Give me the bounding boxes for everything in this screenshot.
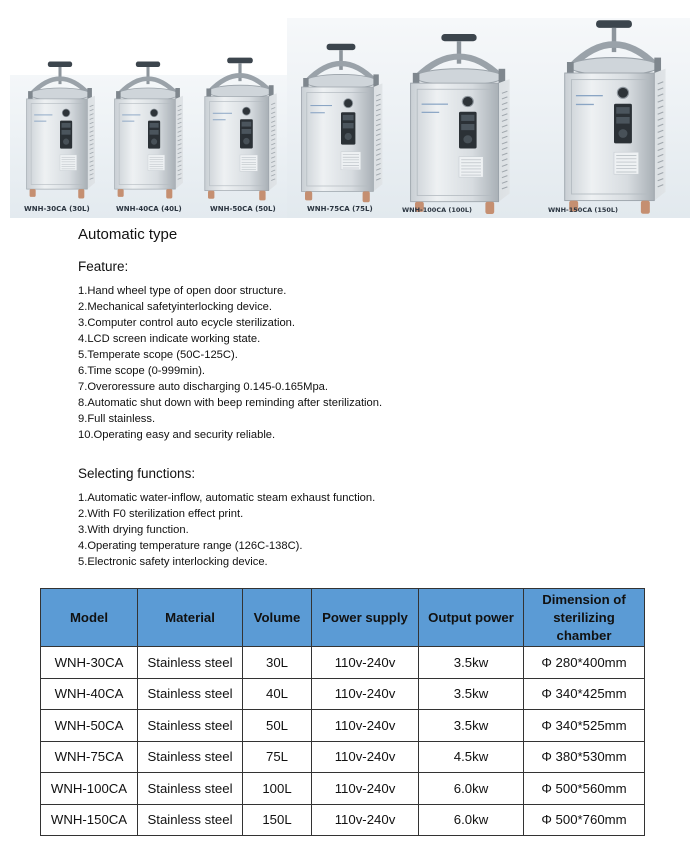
- list-item: 6.Time scope (0-999min).: [78, 365, 206, 377]
- cell-material: Stainless steel: [138, 773, 243, 805]
- list-item: 8.Automatic shut down with beep reminding after sterilization.: [78, 397, 383, 409]
- unit-label: WNH-40CA (40L): [116, 205, 182, 213]
- autoclave-image: [558, 18, 670, 216]
- cell-power-supply: 110v-240v: [312, 710, 419, 742]
- cell-output-power: 4.5kw: [419, 741, 524, 773]
- selecting-functions-list: [78, 490, 375, 570]
- table-row: [41, 678, 645, 710]
- unit-label: WNH-50CA (50L): [210, 205, 276, 213]
- unit-label: WNH-75CA (75L): [307, 205, 373, 213]
- cell-output-power: 6.0kw: [419, 773, 524, 805]
- cell-power-supply: 110v-240v: [312, 741, 419, 773]
- list-item: 10.Operating easy and security reliable.: [78, 429, 276, 441]
- table-row: [41, 773, 645, 805]
- cell-dimension: Φ 340*525mm: [524, 710, 645, 742]
- list-item: 3.With drying function.: [78, 524, 189, 536]
- table-row: [41, 804, 645, 836]
- header-material: Material: [138, 589, 243, 647]
- cell-dimension: Φ 280*400mm: [524, 647, 645, 679]
- cell-material: Stainless steel: [138, 804, 243, 836]
- cell-volume: 30L: [243, 647, 312, 679]
- cell-output-power: 6.0kw: [419, 804, 524, 836]
- list-item: 1.Automatic water-inflow, automatic steam exhaust function.: [78, 492, 376, 504]
- list-item: 2.Mechanical safetyinterlocking device.: [78, 301, 273, 313]
- cell-model: WNH-75CA: [41, 741, 138, 773]
- autoclave-image: [110, 60, 186, 200]
- feature-list: [78, 283, 382, 443]
- feature-heading: Feature:: [78, 259, 129, 274]
- header-volume: Volume: [243, 589, 312, 647]
- list-item: 7.Overoressure auto discharging 0.145-0.165Mpa.: [78, 381, 329, 393]
- header-power-supply: Power supply: [312, 589, 419, 647]
- product-banner: [0, 0, 700, 220]
- cell-volume: 75L: [243, 741, 312, 773]
- cell-output-power: 3.5kw: [419, 678, 524, 710]
- cell-volume: 100L: [243, 773, 312, 805]
- list-item: 9.Full stainless.: [78, 413, 156, 425]
- cell-dimension: Φ 340*425mm: [524, 678, 645, 710]
- header-model: Model: [41, 589, 138, 647]
- cell-power-supply: 110v-240v: [312, 773, 419, 805]
- cell-material: Stainless steel: [138, 741, 243, 773]
- cell-material: Stainless steel: [138, 710, 243, 742]
- unit-label: WNH-30CA (30L): [24, 205, 90, 213]
- header-output-power: Output power: [419, 589, 524, 647]
- autoclave-image: [22, 60, 98, 200]
- selecting-functions-heading: Selecting functions:: [78, 466, 196, 481]
- cell-dimension: Φ 380*530mm: [524, 741, 645, 773]
- list-item: 1.Hand wheel type of open door structure.: [78, 285, 287, 297]
- cell-model: WNH-40CA: [41, 678, 138, 710]
- cell-power-supply: 110v-240v: [312, 804, 419, 836]
- list-item: 4.Operating temperature range (126C-138C).: [78, 540, 303, 552]
- cell-volume: 50L: [243, 710, 312, 742]
- autoclave-image: [296, 42, 386, 204]
- cell-power-supply: 110v-240v: [312, 647, 419, 679]
- specification-table: [40, 588, 645, 836]
- cell-model: WNH-50CA: [41, 710, 138, 742]
- cell-model: WNH-100CA: [41, 773, 138, 805]
- cell-volume: 150L: [243, 804, 312, 836]
- cell-output-power: 3.5kw: [419, 710, 524, 742]
- cell-model: WNH-150CA: [41, 804, 138, 836]
- cell-material: Stainless steel: [138, 647, 243, 679]
- page-title: Automatic type: [78, 226, 178, 243]
- list-item: 3.Computer control auto ecycle sterilization.: [78, 317, 296, 329]
- list-item: 5.Electronic safety interlocking device.: [78, 556, 268, 568]
- cell-volume: 40L: [243, 678, 312, 710]
- cell-output-power: 3.5kw: [419, 647, 524, 679]
- table-header-row: [41, 589, 645, 647]
- list-item: 2.With F0 sterilization effect print.: [78, 508, 244, 520]
- cell-dimension: Φ 500*760mm: [524, 804, 645, 836]
- table-row: [41, 647, 645, 679]
- list-item: 5.Temperate scope (50C-125C).: [78, 349, 238, 361]
- autoclave-image: [200, 56, 280, 202]
- unit-label: WNH-100CA (100L): [402, 206, 473, 214]
- list-item: 4.LCD screen indicate working state.: [78, 333, 261, 345]
- cell-model: WNH-30CA: [41, 647, 138, 679]
- table-row: [41, 710, 645, 742]
- table-row: [41, 741, 645, 773]
- cell-material: Stainless steel: [138, 678, 243, 710]
- header-dimension: Dimension of sterilizing chamber: [524, 589, 645, 647]
- cell-dimension: Φ 500*560mm: [524, 773, 645, 805]
- cell-power-supply: 110v-240v: [312, 678, 419, 710]
- autoclave-image: [404, 32, 514, 216]
- unit-label: WNH-150CA (150L): [548, 206, 619, 214]
